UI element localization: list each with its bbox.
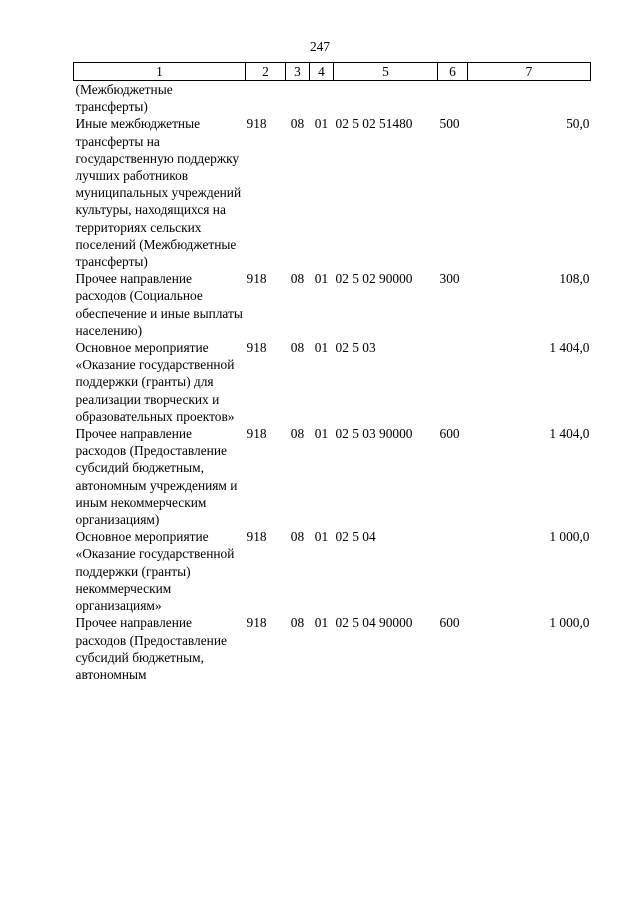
table-row bbox=[74, 81, 591, 116]
expense-name: Прочее направление расходов (Предоставление субсидий бюджетным, автономным учреждениям и иным некоммерческим организациям) bbox=[75, 426, 238, 528]
subsection-code: 01 bbox=[314, 426, 329, 442]
table-row bbox=[74, 339, 591, 425]
subsection-code bbox=[310, 81, 334, 116]
subsection-code: 01 bbox=[314, 116, 329, 132]
target-article-code: 02 5 04 90000 bbox=[335, 615, 413, 631]
target-article-code: 02 5 03 90000 bbox=[335, 426, 413, 442]
expense-type-code: 600 bbox=[439, 426, 460, 442]
expense-name: Прочее направление расходов (Социальное обеспечение и иные выплаты населению) bbox=[75, 271, 243, 338]
target-article-code bbox=[334, 81, 438, 116]
target-article-code: 02 5 03 bbox=[335, 340, 376, 356]
table-header-row bbox=[74, 63, 591, 81]
budget-table bbox=[73, 62, 591, 683]
subsection-code: 01 bbox=[314, 340, 329, 356]
expense-type-code bbox=[438, 339, 468, 425]
amount: 1 404,0 bbox=[549, 426, 590, 442]
section-code: 08 bbox=[290, 116, 305, 132]
expense-type-code bbox=[438, 81, 468, 116]
section-code: 08 bbox=[290, 426, 305, 442]
amount: 50,0 bbox=[566, 116, 590, 132]
expense-name: Иные межбюджетные трансферты на государственную поддержку лучших работников муниципальных учреждений культуры, находящихся на территориях сельских поселений (Межбюджетные трансферты) bbox=[75, 116, 242, 270]
header-col-6: 6 bbox=[438, 63, 468, 81]
grbs-code bbox=[246, 81, 286, 116]
expense-name: Основное мероприятие «Оказание государственной поддержки (гранты) некоммерческим организациям» bbox=[75, 529, 235, 614]
section-code: 08 bbox=[290, 529, 305, 545]
target-article-code: 02 5 02 90000 bbox=[335, 271, 413, 287]
expense-type-code: 500 bbox=[439, 116, 460, 132]
table-row bbox=[74, 270, 591, 339]
expense-type-code: 300 bbox=[439, 271, 460, 287]
expense-type-code bbox=[438, 528, 468, 614]
grbs-code: 918 bbox=[246, 116, 267, 132]
expense-name: Прочее направление расходов (Предоставление субсидий бюджетным, автономным bbox=[75, 615, 227, 682]
header-col-7: 7 bbox=[468, 63, 591, 81]
target-article-code: 02 5 04 bbox=[335, 529, 376, 545]
expense-name: (Межбюджетные трансферты) bbox=[75, 82, 173, 115]
target-article-code: 02 5 02 51480 bbox=[335, 116, 413, 132]
header-col-4: 4 bbox=[310, 63, 334, 81]
table-row bbox=[74, 115, 591, 270]
amount: 108,0 bbox=[559, 271, 590, 287]
table-row bbox=[74, 425, 591, 528]
section-code: 08 bbox=[290, 340, 305, 356]
section-code: 08 bbox=[290, 271, 305, 287]
header-col-2: 2 bbox=[246, 63, 286, 81]
amount bbox=[468, 81, 591, 116]
amount: 1 000,0 bbox=[549, 615, 590, 631]
grbs-code: 918 bbox=[246, 426, 267, 442]
subsection-code: 01 bbox=[314, 271, 329, 287]
amount: 1 000,0 bbox=[549, 529, 590, 545]
grbs-code: 918 bbox=[246, 271, 267, 287]
grbs-code: 918 bbox=[246, 529, 267, 545]
header-col-5: 5 bbox=[334, 63, 438, 81]
amount: 1 404,0 bbox=[549, 340, 590, 356]
subsection-code: 01 bbox=[314, 529, 329, 545]
page-number: 247 bbox=[309, 39, 331, 54]
table-row bbox=[74, 528, 591, 614]
header-col-3: 3 bbox=[286, 63, 310, 81]
section-code bbox=[286, 81, 310, 116]
grbs-code: 918 bbox=[246, 615, 267, 631]
grbs-code: 918 bbox=[246, 340, 267, 356]
section-code: 08 bbox=[290, 615, 305, 631]
subsection-code: 01 bbox=[314, 615, 329, 631]
header-col-1: 1 bbox=[74, 63, 246, 81]
table-row bbox=[74, 614, 591, 683]
expense-type-code: 600 bbox=[439, 615, 460, 631]
expense-name: Основное мероприятие «Оказание государственной поддержки (гранты) для реализации творческих и образовательных проектов» bbox=[75, 340, 235, 424]
